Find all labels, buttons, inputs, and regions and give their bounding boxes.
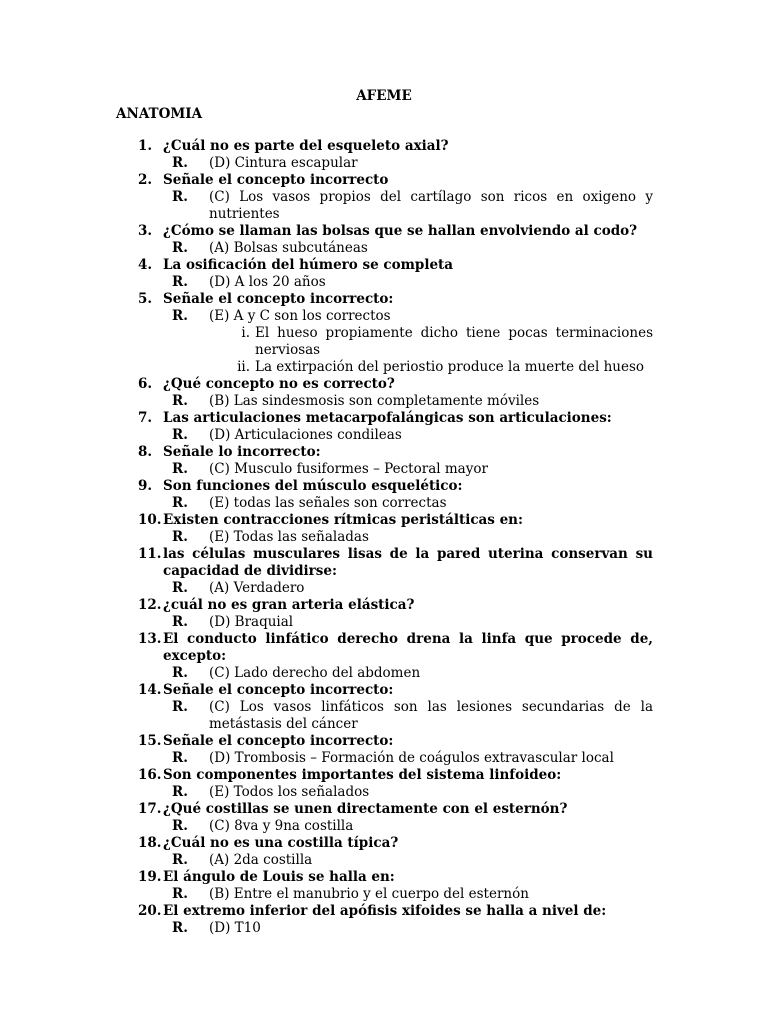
question-text: ¿Qué costillas se unen directamente con el esternón? — [163, 801, 568, 817]
answer-prefix: R. — [172, 427, 188, 443]
question-item — [0, 478, 768, 495]
answer-text: (D) Cintura escapular — [209, 155, 358, 171]
answer-prefix: R. — [172, 308, 188, 324]
answer-text: (A) Verdadero — [209, 580, 305, 596]
question-text: La osificación del húmero se completa — [163, 257, 454, 273]
question-number: 11. — [138, 546, 162, 562]
answer-item — [0, 189, 768, 223]
sub-item-number: i. — [241, 325, 250, 341]
question-text: Existen contracciones rítmicas peristálticas en: — [163, 512, 523, 528]
question-number: 1. — [138, 138, 153, 154]
question-number: 17. — [138, 801, 162, 817]
question-text: ¿Qué concepto no es correcto? — [163, 376, 395, 392]
question-item — [0, 903, 768, 920]
question-number: 6. — [138, 376, 153, 392]
answer-prefix: R. — [172, 852, 188, 868]
answer-prefix: R. — [172, 240, 188, 256]
answer-text: (E) A y C son los correctos — [209, 308, 391, 324]
answer-text: (B) Las sindesmosis son completamente móviles — [209, 393, 540, 409]
question-number: 12. — [138, 597, 162, 613]
answer-prefix: R. — [172, 580, 188, 596]
question-item — [0, 546, 768, 580]
question-number: 7. — [138, 410, 153, 426]
answer-item — [0, 818, 768, 835]
answer-item — [0, 886, 768, 903]
question-text: Señale el concepto incorrecto: — [163, 733, 394, 749]
answer-item — [0, 427, 768, 444]
question-item — [0, 172, 768, 189]
answer-text: (C) Lado derecho del abdomen — [209, 665, 421, 681]
question-item — [0, 767, 768, 784]
question-text: ¿cuál no es gran arteria elástica? — [163, 597, 415, 613]
answer-prefix: R. — [172, 920, 188, 936]
question-number: 2. — [138, 172, 153, 188]
answer-item — [0, 274, 768, 291]
answer-text: (E) Todos los señalados — [209, 784, 370, 800]
sub-item-number: ii. — [237, 359, 250, 375]
question-item — [0, 291, 768, 308]
answer-text: (D) A los 20 años — [209, 274, 326, 290]
answer-prefix: R. — [172, 665, 188, 681]
answer-prefix: R. — [172, 886, 188, 902]
question-text: El extremo inferior del apófisis xifoides se halla a nivel de: — [163, 903, 607, 919]
answer-item — [0, 308, 768, 325]
answer-item — [0, 614, 768, 631]
answer-text: (D) Braquial — [209, 614, 294, 630]
section-heading: ANATOMIA — [116, 106, 203, 122]
answer-prefix: R. — [172, 818, 188, 834]
answer-text: (D) T10 — [209, 920, 261, 936]
answer-item — [0, 461, 768, 478]
question-text: Señale lo incorrecto: — [163, 444, 321, 460]
answer-item — [0, 240, 768, 257]
question-text: Son funciones del músculo esquelético: — [163, 478, 463, 494]
question-text: Señale el concepto incorrecto: — [163, 682, 394, 698]
question-number: 18. — [138, 835, 162, 851]
answer-text: (A) Bolsas subcutáneas — [209, 240, 368, 256]
question-item — [0, 376, 768, 393]
question-list — [0, 138, 768, 937]
sub-item — [0, 359, 768, 376]
question-text: ¿Cuál no es parte del esqueleto axial? — [163, 138, 449, 154]
answer-item — [0, 580, 768, 597]
document-title: AFEME — [356, 88, 412, 104]
answer-item — [0, 750, 768, 767]
question-number: 10. — [138, 512, 162, 528]
question-number: 13. — [138, 631, 162, 647]
answer-prefix: R. — [172, 393, 188, 409]
answer-text: (A) 2da costilla — [209, 852, 313, 868]
answer-item — [0, 155, 768, 172]
question-number: 5. — [138, 291, 153, 307]
question-text: El conducto linfático derecho drena la linfa que procede de, excepto: — [163, 631, 653, 664]
question-number: 8. — [138, 444, 153, 460]
sub-item-text: El hueso propiamente dicho tiene pocas terminaciones nerviosas — [255, 325, 653, 358]
answer-item — [0, 393, 768, 410]
answer-item — [0, 529, 768, 546]
answer-prefix: R. — [172, 699, 188, 715]
question-number: 19. — [138, 869, 162, 885]
question-text: El ángulo de Louis se halla en: — [163, 869, 395, 885]
answer-prefix: R. — [172, 614, 188, 630]
question-text: Señale el concepto incorrecto: — [163, 291, 394, 307]
question-item — [0, 597, 768, 614]
answer-prefix: R. — [172, 189, 188, 205]
question-item — [0, 835, 768, 852]
question-item — [0, 801, 768, 818]
answer-text: (D) Trombosis – Formación de coágulos extravascular local — [209, 750, 614, 766]
answer-prefix: R. — [172, 461, 188, 477]
answer-prefix: R. — [172, 155, 188, 171]
question-item — [0, 138, 768, 155]
question-number: 3. — [138, 223, 153, 239]
answer-text: (C) Los vasos linfáticos son las lesiones secundarias de la metástasis del cáncer — [209, 699, 653, 732]
question-number: 20. — [138, 903, 162, 919]
answer-text: (E) todas las señales son correctas — [209, 495, 447, 511]
question-text: ¿Cuál no es una costilla típica? — [163, 835, 399, 851]
answer-item — [0, 852, 768, 869]
answer-item — [0, 665, 768, 682]
question-item — [0, 223, 768, 240]
answer-item — [0, 920, 768, 937]
question-item — [0, 444, 768, 461]
answer-prefix: R. — [172, 274, 188, 290]
question-number: 16. — [138, 767, 162, 783]
answer-item — [0, 784, 768, 801]
question-item — [0, 869, 768, 886]
question-text: ¿Cómo se llaman las bolsas que se hallan envolviendo al codo? — [163, 223, 638, 239]
answer-text: (D) Articulaciones condileas — [209, 427, 402, 443]
question-item — [0, 410, 768, 427]
question-number: 14. — [138, 682, 162, 698]
question-item — [0, 733, 768, 750]
answer-item — [0, 699, 768, 733]
answer-item — [0, 495, 768, 512]
question-item — [0, 512, 768, 529]
answer-text: (C) 8va y 9na costilla — [209, 818, 354, 834]
answer-prefix: R. — [172, 495, 188, 511]
sub-item-text: La extirpación del periostio produce la muerte del hueso — [255, 359, 645, 375]
answer-text: (E) Todas las señaladas — [209, 529, 369, 545]
sub-item — [0, 325, 768, 359]
answer-prefix: R. — [172, 750, 188, 766]
question-text: las células musculares lisas de la pared uterina conservan su capacidad de dividirse: — [163, 546, 653, 579]
answer-prefix: R. — [172, 784, 188, 800]
answer-text: (C) Musculo fusiformes – Pectoral mayor — [209, 461, 488, 477]
question-text: Son componentes importantes del sistema linfoideo: — [163, 767, 562, 783]
question-number: 15. — [138, 733, 162, 749]
question-number: 4. — [138, 257, 153, 273]
answer-text: (C) Los vasos propios del cartílago son ricos en oxigeno y nutrientes — [209, 189, 653, 222]
question-item — [0, 682, 768, 699]
question-number: 9. — [138, 478, 153, 494]
answer-prefix: R. — [172, 529, 188, 545]
question-text: Señale el concepto incorrecto — [163, 172, 389, 188]
question-item — [0, 631, 768, 665]
question-item — [0, 257, 768, 274]
question-text: Las articulaciones metacarpofalángicas son articulaciones: — [163, 410, 612, 426]
answer-text: (B) Entre el manubrio y el cuerpo del esternón — [209, 886, 529, 902]
